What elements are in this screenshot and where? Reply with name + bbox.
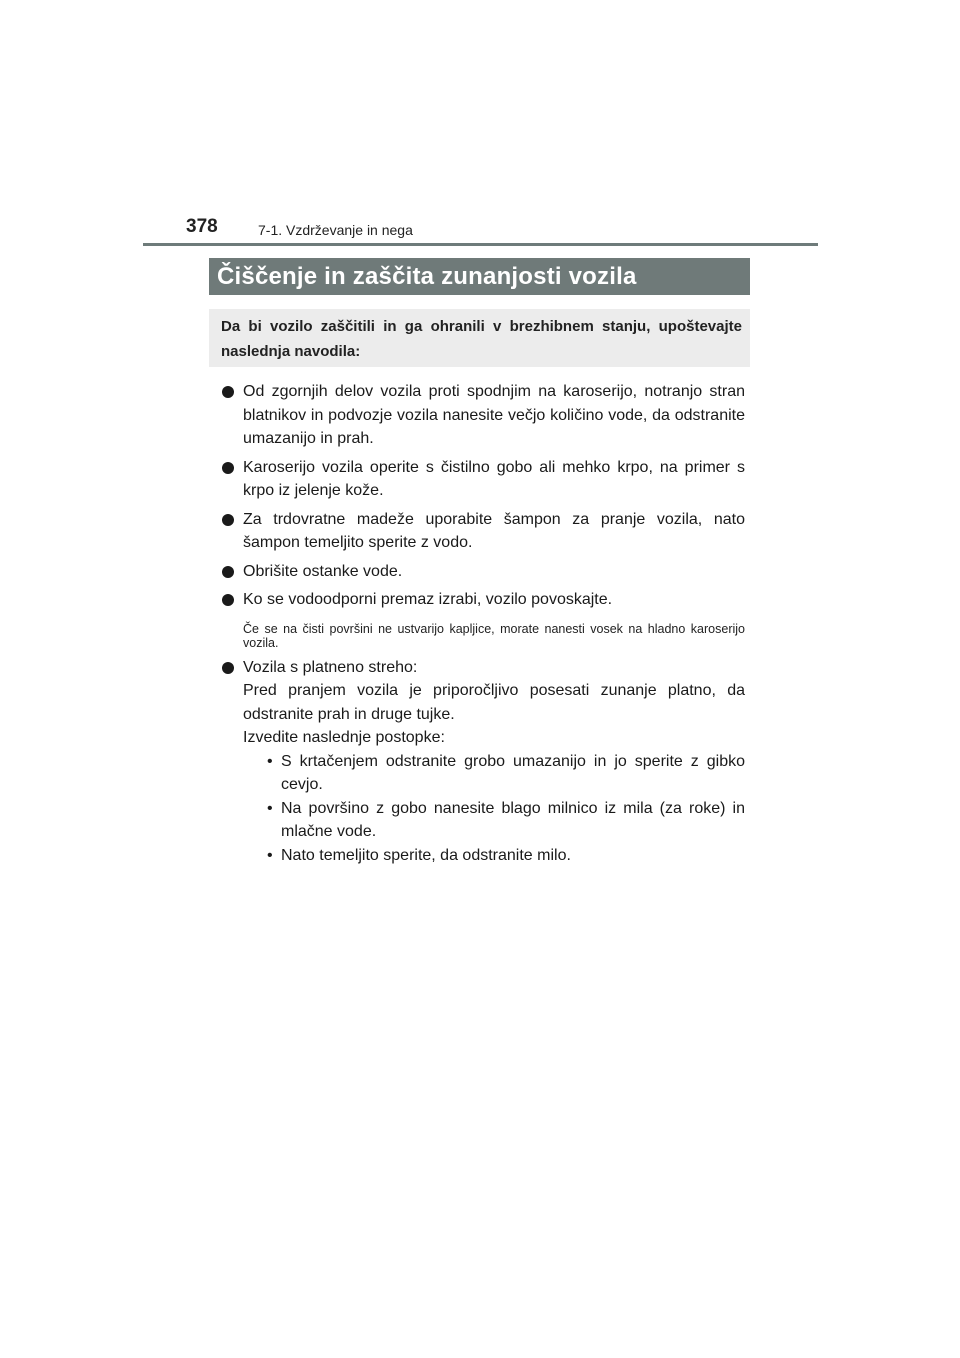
bullet-text: Obrišite ostanke vode. <box>243 562 403 580</box>
step-text: Nato temeljito sperite, da odstranite milo. <box>281 846 571 864</box>
bullet-dot-icon <box>222 662 234 674</box>
bullet-text: Karoserijo vozila operite s čistilno gobo ali mehko krpo, na primer s krpo iz jelenje kože. <box>243 458 745 499</box>
page-number: 378 <box>186 216 218 237</box>
bullet-item <box>222 588 745 612</box>
bullet-dot-icon <box>222 514 234 526</box>
small-bullet-icon: • <box>267 799 273 817</box>
canvas-roof-section <box>222 656 745 868</box>
bullet-item <box>222 380 745 451</box>
bullet-item <box>222 560 745 584</box>
step-item <box>243 797 745 844</box>
chapter-title: 7-1. Vzdrževanje in nega <box>258 222 413 238</box>
step-text: S krtačenjem odstranite grobo umazanijo in jo sperite z gibko cevjo. <box>281 752 745 793</box>
bullet-dot-icon <box>222 594 234 606</box>
intro-box: Da bi vozilo zaščitili in ga ohranili v brezhibnem stanju, upoštevajte naslednja navodila: <box>209 309 750 367</box>
bullet-text: Od zgornjih delov vozila proti spodnjim na karoserijo, notranjo stran blatnikov in podvozje vozila nanesite večjo količino vode, da odstranite umazanijo in prah. <box>243 383 745 447</box>
bullet-text: Ko se vodoodporni premaz izrabi, vozilo povoskajte. <box>243 591 613 608</box>
bullet-dot-icon <box>222 566 234 578</box>
header-divider <box>143 243 818 246</box>
bullet-dot-icon <box>222 462 234 474</box>
section-title: Čiščenje in zaščita zunanjosti vozila <box>209 258 750 295</box>
step-item <box>243 844 745 868</box>
step-item <box>243 750 745 797</box>
canvas-roof-heading: Vozila s platneno streho: <box>243 658 418 676</box>
bullet-text: Za trdovratne madeže uporabite šampon za pranje vozila, nato šampon temeljito sperite z vodo. <box>243 510 745 551</box>
bullet-item <box>222 508 745 555</box>
canvas-roof-paragraph: Pred pranjem vozila je priporočljivo posesati zunanje platno, da odstranite prah in druge tujke. <box>243 682 745 723</box>
bullet-dot-icon <box>222 386 234 398</box>
bullet-item <box>222 456 745 503</box>
small-bullet-icon: • <box>267 752 273 770</box>
steps-intro: Izvedite naslednje postopke: <box>243 729 445 746</box>
step-text: Na površino z gobo nanesite blago milnico iz mila (za roke) in mlačne vode. <box>281 799 745 840</box>
wax-note: Če se na čisti površini ne ustvarijo kapljice, morate nanesti vosek na hladno karoserijo vozila. <box>243 621 745 650</box>
content-body <box>222 380 745 872</box>
small-bullet-icon: • <box>267 846 273 864</box>
